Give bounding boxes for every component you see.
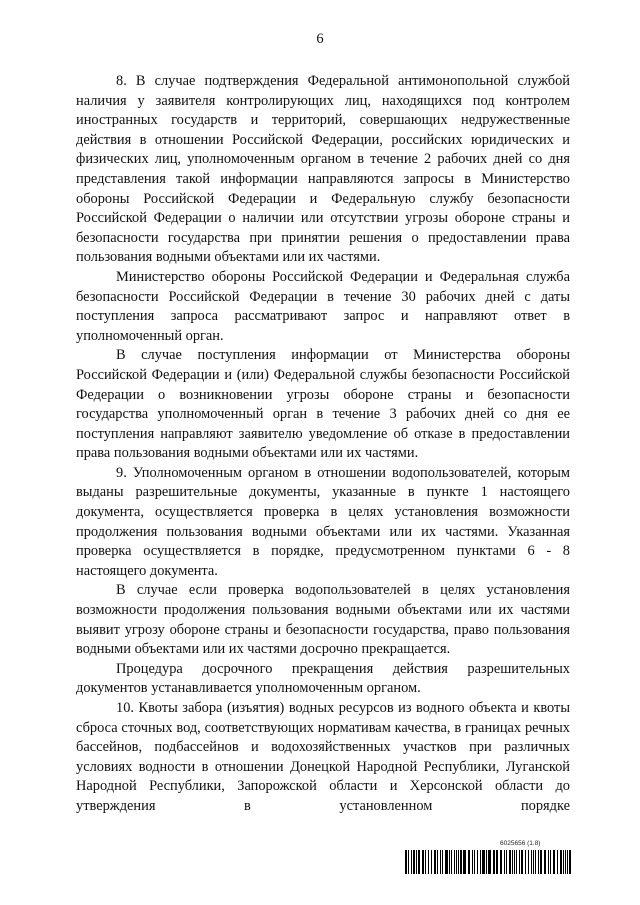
paragraph-10: 10. Квоты забора (изъятия) водных ресурсов из водного объекта и квоты сброса сточных вод, соответствующих нормативам качества, в границах речных бассейнов, подбассейнов и водохозяйственных участков при различных условиях водности в отношении Донецкой Народной Республики, Луганской Народной Республики, Запорожской области и Херсонской области до утверждения в установленном порядке	[76, 700, 570, 814]
paragraph-ministry-response: Министерство обороны Российской Федерации и Федеральная служба безопасности Российской Федерации в течение 30 рабочих дней с даты поступления запроса рассматривают запрос и направляют ответ в уполномоченный орган.	[76, 268, 570, 344]
paragraph-9: 9. Уполномоченным органом в отношении водопользователей, которым выданы разрешительные документы, указанные в пункте 1 настоящего документа, осуществляется проверка в целях установления возможности продолжения пользования водными объектами или их частями. Указанная проверка осуществляется в порядке, предусмотренном пунктами 6 - 8 настоящего документа.	[76, 464, 570, 579]
document-body	[76, 72, 570, 817]
paragraph-termination-procedure: Процедура досрочного прекращения действия разрешительных документов устанавливается уполномоченным органом.	[76, 660, 570, 697]
barcode-icon	[405, 850, 571, 874]
document-code: 6025656 (1.8)	[500, 840, 541, 847]
page-number: 6	[316, 31, 324, 47]
paragraph-refusal-notice: В случае поступления информации от Министерства обороны Российской Федерации и (или) Федеральной службы безопасности Российской Федерации о возникновении угрозы обороне страны и безопасности государства уполномоченный орган в течение 3 рабочих дней со дня ее поступления направляют заявителю уведомление об отказе в предоставлении права пользования водными объектами или их частями.	[76, 347, 570, 462]
paragraph-8: 8. В случае подтверждения Федеральной антимонопольной службой наличия у заявителя контролирующих лиц, находящихся под контролем иностранных государств и территорий, совершающих недружественные действия в отношении Российской Федерации, российских юридических и физических лиц, уполномоченным органом в течение 2 рабочих дней со дня представления такой информации направляются запросы в Министерство обороны Российской Федерации и Федеральную службу безопасности Российской Федерации о наличии или отсутствии угрозы обороне страны и безопасности государства при принятии решения о предоставлении права пользования водными объектами или их частями.	[76, 73, 570, 266]
paragraph-early-termination: В случае если проверка водопользователей в целях установления возможности продолжения пользования водными объектами или их частями выявит угрозу обороне страны и безопасности государства, право пользования водными объектами или их частями досрочно прекращается.	[76, 582, 570, 658]
